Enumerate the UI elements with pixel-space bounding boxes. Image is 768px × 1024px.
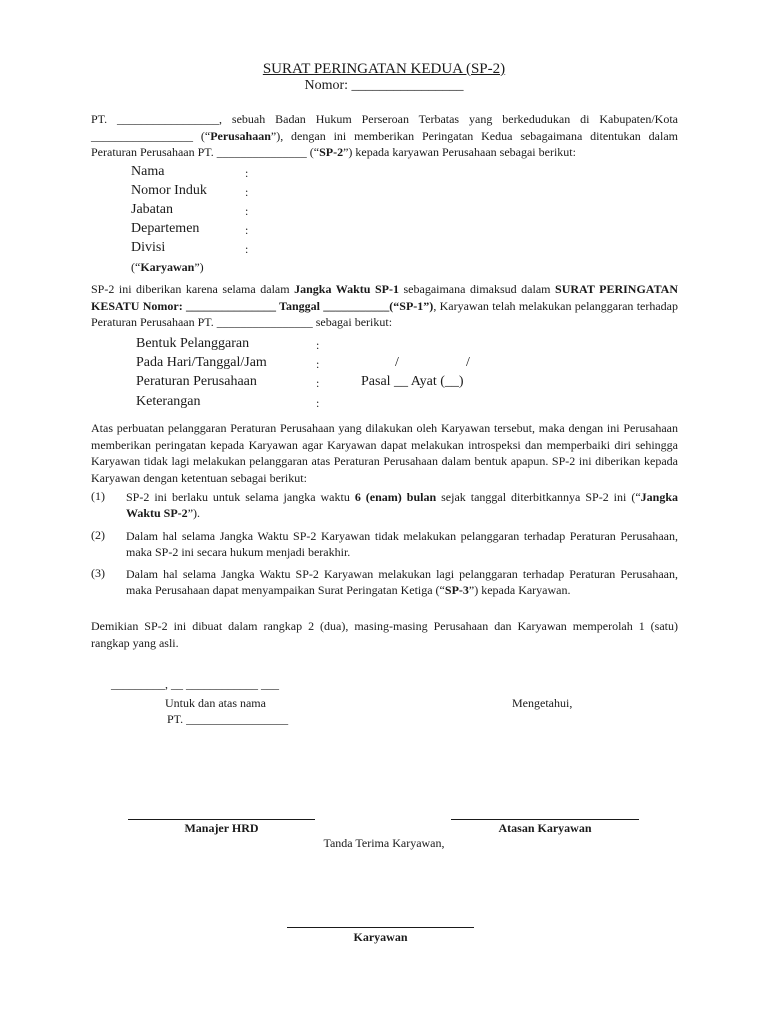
- intro-text-2: ”), dengan ini memberikan Peringatan Kedua sebagaimana ditentukan dalam Peraturan Perusahaan PT. _______________ (“: [91, 128, 678, 159]
- colon-jabatan: :: [245, 204, 249, 218]
- pasal-ayat: Pasal __ Ayat (__): [361, 374, 464, 389]
- reason-paragraph: [91, 281, 678, 331]
- term-1-bold-a: 6 (enam) bulan: [354, 490, 437, 504]
- manajer-hrd-label: Manajer HRD: [184, 821, 259, 835]
- term-1-bold-b: Jangka Waktu SP-2: [126, 490, 679, 520]
- term-text-2: Dalam hal selama Jangka Waktu SP-2 Karyawan tidak melakukan pelanggaran terhadap Peraturan Perusahaan, maka SP-2 ini secara hukum menjadi berakhir.: [126, 529, 678, 559]
- field-jabatan: Jabatan: [131, 202, 173, 217]
- pt-name: PT. _________________: [167, 712, 289, 726]
- term-1-text-a: SP-2 ini berlaku untuk selama jangka waktu: [126, 490, 355, 504]
- colon-divisi: :: [245, 242, 249, 256]
- mengetahui-label: Mengetahui,: [512, 696, 573, 710]
- reason-text-3: , Karyawan telah melakukan pelanggaran terhadap Peraturan Perusahaan PT. ________________ sebagai berikut:: [91, 298, 678, 329]
- intro-bold-perusahaan: Perusahaan: [210, 128, 271, 143]
- karyawan-label: Karyawan: [353, 930, 408, 944]
- closing-text: Demikian SP-2 ini dibuat dalam rangkap 2 (dua), masing-masing Perusahaan dan Karyawan memperolah 1 (satu) rangkap yang asli.: [91, 619, 678, 650]
- document-number: Nomor: ________________: [304, 78, 464, 93]
- reason-bold-1: Jangka Waktu SP-1: [294, 282, 399, 296]
- manajer-signature-line: [128, 819, 315, 820]
- tanda-terima-label: Tanda Terima Karyawan,: [323, 836, 445, 850]
- field-peraturan-perusahaan: Peraturan Perusahaan: [136, 374, 257, 389]
- colon-hari: :: [316, 357, 320, 371]
- karyawan-signature-line: [287, 927, 474, 928]
- term-text-1: [126, 489, 678, 521]
- field-bentuk-pelanggaran: Bentuk Pelanggaran: [136, 336, 250, 351]
- reason-text-2: sebagaimana dimaksud dalam: [398, 282, 556, 296]
- date-slash-2: /: [466, 355, 470, 370]
- field-departemen: Departemen: [131, 221, 200, 236]
- atasan-signature-line: [451, 819, 639, 820]
- term-3-text-b: ”) kepada Karyawan.: [468, 583, 571, 597]
- term-3-text-a: Dalam hal selama Jangka Waktu SP-2 Karyawan melakukan lagi pelanggaran terhadap Peraturan Perusahaan, maka Perusahaan dapat menyampaikan Surat Peringatan Ketiga (“: [126, 567, 678, 597]
- term-3-bold-a: SP-3: [444, 583, 469, 597]
- field-nomor-induk: Nomor Induk: [131, 183, 207, 198]
- karyawan-open: (“: [131, 260, 141, 274]
- atasan-karyawan-label: Atasan Karyawan: [498, 821, 592, 835]
- colon-nama: :: [245, 166, 249, 180]
- term-number-2: (2): [91, 528, 105, 542]
- term-number-3: (3): [91, 566, 105, 580]
- field-divisi: Divisi: [131, 240, 166, 255]
- karyawan-definition: [131, 260, 204, 275]
- field-hari-tanggal-jam: Pada Hari/Tanggal/Jam: [136, 355, 267, 370]
- intro-paragraph: [91, 111, 678, 161]
- term-1-text-b: sejak tanggal diterbitkannya SP-2 ini (“: [436, 490, 641, 504]
- reason-bold-2: SURAT PERINGATAN KESATU Nomor: _______________ Tanggal ___________(“SP-1”): [91, 282, 679, 313]
- intro-text-1: PT. _________________, sebuah Badan Hukum Perseroan Terbatas yang berkedudukan di Kabupaten/Kota _________________ (“: [91, 112, 678, 143]
- colon-bentuk: :: [316, 338, 320, 352]
- place-date: _________, __ ____________ ___: [111, 677, 279, 691]
- colon-departemen: :: [245, 223, 249, 237]
- untuk-atas-nama: Untuk dan atas nama: [165, 696, 266, 710]
- term-text-3: [126, 566, 678, 598]
- term-1-text-c: ”).: [187, 506, 201, 520]
- colon-peraturan: :: [316, 376, 320, 390]
- body-paragraph: Atas perbuatan pelanggaran Peraturan Perusahaan yang dilakukan oleh Karyawan tersebut, maka dengan ini Perusahaan memberikan peringatan kepada Karyawan agar Karyawan dapat melakukan introspeksi dan memperbaiki diri sehingga Karyawan tidak lagi melakukan pelanggaran atas Peraturan Perusahaan dalam bentuk apapun. SP-2 ini diberikan kepada Karyawan dengan ketentuan sebagai berikut:: [91, 421, 678, 485]
- term-number-1: (1): [91, 489, 105, 503]
- intro-bold-sp2: SP-2: [319, 145, 344, 159]
- karyawan-bold: Karyawan: [140, 260, 195, 274]
- colon-nomor-induk: :: [245, 185, 249, 199]
- colon-keterangan: :: [316, 396, 320, 410]
- date-slash-1: /: [395, 355, 399, 370]
- field-nama: Nama: [131, 164, 165, 179]
- reason-text-1: SP-2 ini diberikan karena selama dalam: [91, 282, 295, 296]
- karyawan-close: ”): [194, 260, 204, 274]
- field-keterangan: Keterangan: [136, 394, 201, 409]
- document-title: SURAT PERINGATAN KEDUA (SP-2): [262, 61, 506, 77]
- intro-text-3: ”) kepada karyawan Perusahaan sebagai berikut:: [343, 145, 576, 159]
